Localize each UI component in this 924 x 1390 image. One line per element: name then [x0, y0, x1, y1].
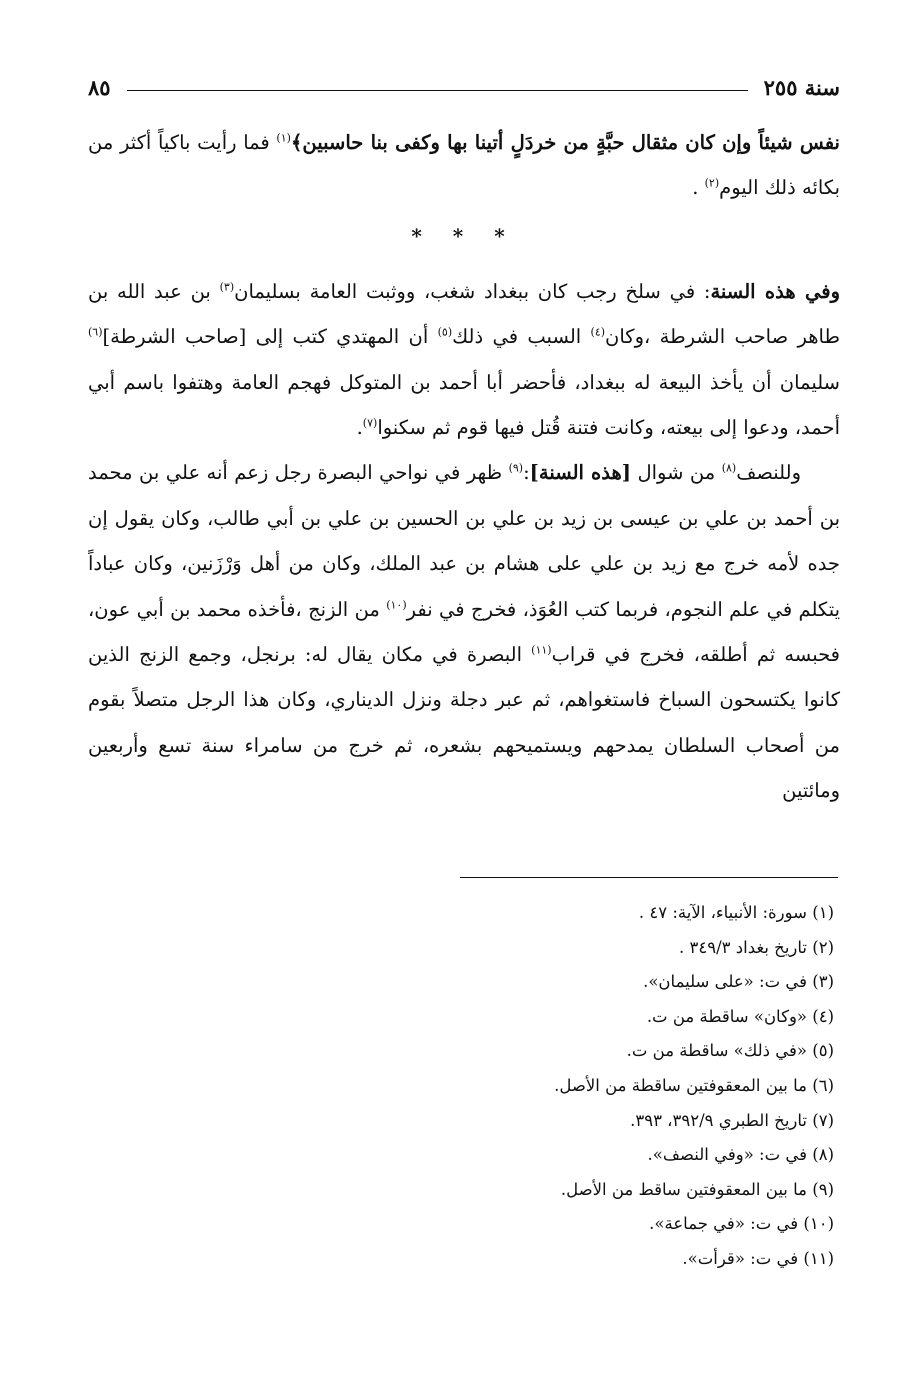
paragraph-2-text-5: سليمان أن يأخذ البيعة له ببغداد، فأحضر أبا أحمد بن المتوكل فهجم العامة وهتفوا باسم أبي أحمد، ودعوا إلى بيعته، وكانت فتنة قُتل فيها قوم ثم سكنوا: [88, 370, 840, 440]
footnote-ref-2: (٢): [704, 176, 720, 190]
paragraph-2-text-6: .: [356, 416, 363, 440]
main-text: [88, 120, 840, 814]
footnote-8: (٨) في ت: «وفي النصف».: [647, 1145, 834, 1165]
header-year: سنة ٢٥٥: [763, 74, 840, 100]
page-number: ٨٥: [88, 74, 111, 100]
paragraph-3-text-6: البصرة في مكان يقال له: برنجل، وجمع الزنج الذين كانوا يكتسحون السباخ فاستغواهم، ثم عبر دجلة ونزل الديناري، وكان هذا الرجل متصلاً بقوم من أصحاب السلطان يمدحهم ويستميحهم بشعره، ثم خرج من سامراء سنة تسع وأربعين ومائتين: [88, 643, 840, 803]
paragraph-1-text: فما رأيت باكياً أكثر من بكائه ذلك اليوم: [88, 131, 840, 200]
footnote-ref-5: (٥): [437, 325, 453, 339]
header-rule: [127, 90, 748, 91]
footnote-11: (١١) في ت: «قرأت».: [682, 1248, 834, 1268]
footnote-ref-10: (١٠): [386, 598, 407, 612]
paragraph-1: [88, 120, 840, 211]
footnote-7: (٧) تاريخ الطبري ٣٩٢/٩، ٣٩٣.: [630, 1110, 834, 1130]
paragraph-3-text-3: :: [523, 461, 530, 485]
footnote-separator: [460, 877, 838, 878]
footnote-ref-3: (٣): [219, 280, 235, 294]
footnote-4: (٤) «وكان» ساقطة من ت.: [646, 1006, 834, 1026]
footnote-ref-6: (٦): [88, 325, 103, 339]
footnote-5: (٥) «في ذلك» ساقطة من ت.: [626, 1041, 834, 1061]
footnote-9: (٩) ما بين المعقوفتين ساقط من الأصل.: [560, 1179, 834, 1199]
paragraph-2-text-4: أن المهتدي كتب إلى [صاحب الشرطة]: [102, 325, 438, 349]
footnote-1: (١) سورة: الأنبياء، الآية: ٤٧ .: [638, 903, 834, 922]
footnote-ref-4: (٤): [590, 325, 606, 339]
paragraph-2-text-3: السبب في ذلك: [452, 325, 591, 349]
section-separator: * * *: [411, 223, 517, 248]
footnote-ref-9: (٩): [508, 461, 524, 475]
paragraph-3-text-5: من الزنج ،فأخذه محمد بن أبي عون، فحبسه ثم أطلقه، فخرج في قراب: [88, 597, 840, 667]
paragraph-1-end: .: [692, 176, 705, 200]
section-lead: وفي هذه السنة: [710, 279, 840, 303]
footnote-6: (٦) ما بين المعقوفتين ساقطة من الأصل.: [554, 1075, 834, 1095]
paragraph-2: [88, 269, 840, 451]
footnote-ref-8: (٨): [721, 461, 737, 475]
running-header: [88, 70, 840, 104]
footnote-3: (٣) في ت: «على سليمان».: [643, 972, 834, 992]
bracketed-bold: [هذه السنة]: [529, 461, 631, 485]
footnote-ref-1: (١): [276, 131, 291, 145]
footnote-ref-11: (١١): [531, 643, 552, 657]
quran-verse: نفس شيئاً وإن كان مثقال حبَّةٍ من خردَلٍ أتينا بها وكفى بنا حاسبين﴾: [290, 131, 840, 154]
paragraph-2-text-1: : في سلخ رجب كان ببغداد شغب، ووثبت العامة بسليمان: [234, 279, 711, 303]
footnote-2: (٢) تاريخ بغداد ٣٤٩/٣ .: [679, 937, 834, 957]
paragraph-3-text-2: من شوال: [631, 461, 722, 485]
footnotes: [88, 896, 840, 1277]
footnote-10: (١٠) في ت: «في جماعة».: [649, 1214, 834, 1234]
paragraph-2-text-2: بن عبد الله بن طاهر صاحب الشرطة ،وكان: [88, 279, 840, 349]
paragraph-3: [88, 450, 840, 813]
paragraph-3-text-1: وللنصف: [736, 461, 801, 485]
footnote-ref-7: (٧): [362, 416, 378, 430]
paragraph-3-text-4: ظهر في نواحي البصرة رجل زعم أنه علي بن محمد بن أحمد بن علي بن عيسى بن زيد بن علي بن الحسين بن علي بن أبي طالب، وكان يقول إن جده لأمه خرج مع زيد بن علي على هشام بن عبد الملك، وكان من أهل وَرْزَنين، وكان عباداً يتكلم في علم النجوم، فربما كتب العُوَذ، فخرج في نفر: [88, 461, 841, 621]
